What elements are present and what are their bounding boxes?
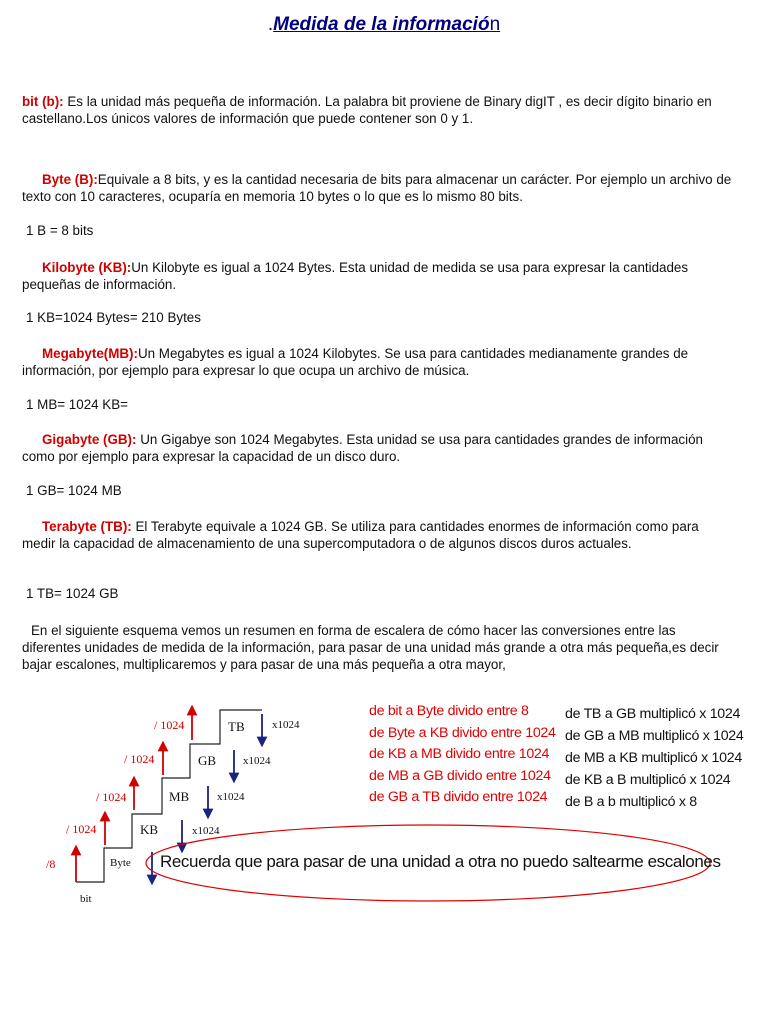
- multiply-label-gb-mb: x1024: [243, 755, 271, 767]
- divide-label-gb-tb: / 1024: [154, 718, 185, 732]
- intro-paragraph: [22, 622, 732, 673]
- term-kilobyte: Kilobyte (KB):: [42, 260, 132, 275]
- text-byte: Equivale a 8 bits, y es la cantidad necesaria de bits para almacenar un carácter. Por ejemplo un archivo de texto con 10 caracteres, ocuparía en memoria 10 bytes o lo que es lo mismo 80 bits.: [22, 172, 732, 204]
- unit-mb: MB: [169, 789, 190, 804]
- equation-kilobyte: 1 KB=1024 Bytes= 210 Bytes: [26, 310, 201, 325]
- title-tail: n: [489, 14, 501, 35]
- text-terabyte: El Terabyte equivale a 1024 GB. Se utiliza para cantidades enormes de información como para medir la capacidad de almacenamiento de una supercomputadora o de algunos discos duros actuales.: [22, 519, 699, 551]
- equation-terabyte: 1 TB= 1024 GB: [26, 586, 119, 601]
- term-terabyte: Terabyte (TB):: [42, 519, 132, 534]
- rule-kb-to-mb: de KB a MB divido entre 1024: [369, 746, 550, 762]
- intro-text: En el siguiente esquema vemos un resumen en forma de escalera de cómo hacer las conversiones entre las diferentes unidades de medida de la información, para pasar de una unidad más grande a otra más pequeña,es decir bajar escalones, multiplicaremos y para pasar de una más pequeña a otra mayor,: [22, 623, 719, 672]
- equation-gigabyte: 1 GB= 1024 MB: [26, 483, 122, 498]
- divide-label-mb-gb: / 1024: [124, 752, 155, 766]
- rule-tb-to-gb: de TB a GB multiplicó x 1024: [565, 706, 741, 722]
- text-gigabyte: Un Gigabye son 1024 Megabytes. Esta unidad se usa para cantidades grandes de información como por ejemplo para expresar la capacidad de un disco duro.: [22, 432, 703, 464]
- multiply-label-tb-gb: x1024: [272, 719, 300, 731]
- rule-bit-to-byte: de bit a Byte divido entre 8: [369, 703, 529, 719]
- rule-byte-to-kb: de Byte a KB divido entre 1024: [369, 725, 556, 741]
- rule-kb-to-b: de KB a B multiplicó x 1024: [565, 772, 731, 788]
- reminder-text: Recuerda que para pasar de una unidad a otra no puedo saltearme escalones: [160, 852, 721, 871]
- equation-byte: 1 B = 8 bits: [26, 223, 94, 238]
- section-gigabyte: [22, 431, 732, 465]
- text-megabyte: Un Megabytes es igual a 1024 Kilobytes. Se usa para cantidades medianamente grandes de información, por ejemplo para expresar lo que ocupa un archivo de música.: [22, 346, 689, 378]
- text-bit: Es la unidad más pequeña de información. La palabra bit proviene de Binary digIT , es decir dígito binario en castellano.Los únicos valores de información que puede contener son 0 y 1.: [22, 94, 712, 126]
- divide-label-byte-kb: / 1024: [66, 822, 97, 836]
- divide-label-bit-byte: /8: [46, 857, 56, 871]
- multiply-label-kb-byte: x1024: [192, 825, 220, 837]
- title-prefix: .: [267, 14, 274, 35]
- term-byte: Byte (B):: [42, 172, 98, 187]
- unit-byte: Byte: [110, 857, 131, 869]
- rule-gb-to-tb: de GB a TB divido entre 1024: [369, 789, 548, 805]
- unit-bit: bit: [80, 893, 92, 905]
- unit-gb: GB: [198, 753, 217, 768]
- page-title: [0, 14, 768, 36]
- rule-mb-to-kb: de MB a KB multiplicó x 1024: [565, 750, 742, 766]
- rule-b-to-bit: de B a b multiplicó x 8: [565, 794, 697, 810]
- unit-tb: TB: [228, 719, 245, 734]
- section-megabyte: [22, 345, 732, 379]
- term-megabyte: Megabyte(MB):: [42, 346, 138, 361]
- rule-gb-to-mb: de GB a MB multiplicó x 1024: [565, 728, 744, 744]
- text-kilobyte: Un Kilobyte es igual a 1024 Bytes. Esta unidad de medida se usa para expresar la cantidades pequeñas de información.: [22, 260, 689, 292]
- unit-kb: KB: [140, 822, 159, 837]
- section-byte: [22, 171, 732, 205]
- equation-megabyte: 1 MB= 1024 KB=: [26, 397, 128, 412]
- term-bit: bit (b):: [22, 94, 64, 109]
- multiply-label-mb-kb: x1024: [217, 791, 245, 803]
- section-kilobyte: [22, 259, 732, 293]
- rule-mb-to-gb: de MB a GB divido entre 1024: [369, 768, 551, 784]
- term-gigabyte: Gigabyte (GB):: [42, 432, 137, 447]
- section-bit: [22, 93, 732, 127]
- section-terabyte: [22, 518, 732, 552]
- title-main: Medida de la informació: [273, 14, 490, 35]
- divide-label-kb-mb: / 1024: [96, 790, 127, 804]
